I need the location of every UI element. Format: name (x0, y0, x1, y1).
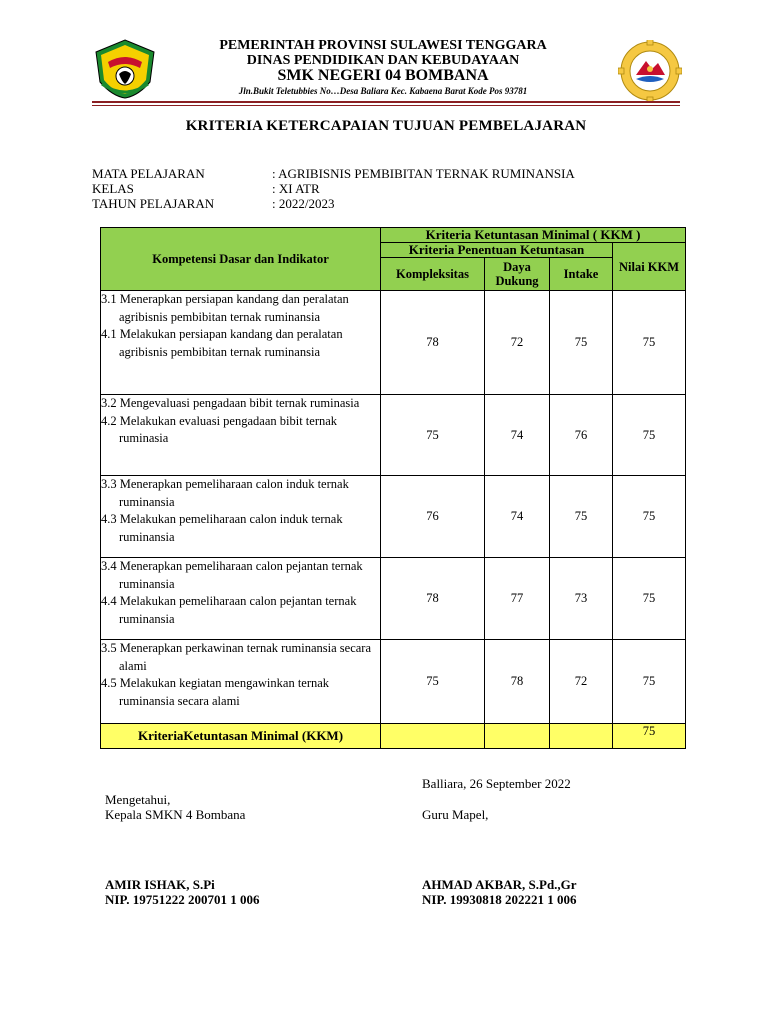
kompleksitas-value: 78 (381, 291, 485, 395)
header-department: DINAS PENDIDIKAN DAN KEBUDAYAAN (246, 53, 520, 68)
header-government: PEMERINTAH PROVINSI SULAWESI TENGGARA (219, 38, 547, 53)
daya-dukung-value: 72 (485, 291, 550, 395)
document-title: KRITERIA KETERCAPAIAN TUJUAN PEMBELAJARAN (185, 118, 587, 134)
col-header-kpk-group: Kriteria Penentuan Ketuntasan (381, 243, 613, 258)
kd-text: 3.5 Menerapkan perkawinan ternak ruminansia secara alami (101, 641, 372, 673)
teacher-nip: NIP. 19930818 202221 1 006 (422, 892, 577, 907)
kd-cell (101, 558, 381, 640)
kompleksitas-value: 75 (381, 640, 485, 724)
footer-kkm-value: 75 (613, 724, 686, 749)
nilai-kkm-value: 75 (613, 395, 686, 476)
intake-value: 72 (550, 640, 613, 724)
indicator-text: 4.1 Melakukan persiapan kandang dan peralatan agribisnis pembibitan ternak ruminansia (101, 327, 343, 359)
principal-role: Kepala SMKN 4 Bombana (105, 807, 246, 822)
info-value: : 2022/2023 (272, 196, 335, 211)
table-row (101, 291, 686, 395)
kkm-table (100, 227, 686, 749)
kompleksitas-value: 76 (381, 476, 485, 558)
daya-dukung-value: 78 (485, 640, 550, 724)
info-label: TAHUN PELAJARAN (92, 196, 215, 211)
daya-dukung-value: 74 (485, 476, 550, 558)
footer-empty-cell (550, 724, 613, 749)
header-rule-thin (92, 105, 680, 106)
nilai-kkm-value: 75 (613, 558, 686, 640)
col-header-daya-dukung: Daya Dukung (485, 258, 550, 291)
nilai-kkm-value: 75 (613, 640, 686, 724)
kd-text: 3.2 Mengevaluasi pengadaan bibit ternak ruminasia (101, 396, 360, 410)
footer-label: KriteriaKetuntasan Minimal (KKM) (101, 724, 381, 749)
footer-empty-cell (485, 724, 550, 749)
header-address: Jln.Bukit Teletubbies No…Desa Baliara Kec. Kabaena Barat Kode Pos 93781 (238, 86, 528, 96)
kd-cell (101, 395, 381, 476)
kompleksitas-value: 75 (381, 395, 485, 476)
province-emblem-logo (92, 38, 158, 100)
indicator-text: 4.3 Melakukan pemeliharaan calon induk ternak ruminansia (101, 512, 343, 544)
intake-value: 73 (550, 558, 613, 640)
table-row (101, 640, 686, 724)
nilai-kkm-value: 75 (613, 476, 686, 558)
header-school-name: SMK NEGERI 04 BOMBANA (277, 67, 489, 84)
acknowledged-label: Mengetahui, (105, 792, 171, 807)
teacher-name: AHMAD AKBAR, S.Pd.,Gr (422, 877, 577, 892)
daya-dukung-value: 74 (485, 395, 550, 476)
col-header-nilai: Nilai KKM (613, 243, 686, 291)
kd-text: 3.1 Menerapkan persiapan kandang dan peralatan agribisnis pembibitan ternak ruminansia (101, 292, 349, 324)
info-label: KELAS (92, 181, 134, 196)
info-value: : XI ATR (272, 181, 320, 196)
indicator-text: 4.4 Melakukan pemeliharaan calon pejantan ternak ruminansia (101, 594, 357, 626)
place-date: Balliara, 26 September 2022 (422, 776, 571, 791)
kd-text: 3.3 Menerapkan pemeliharaan calon induk ternak ruminansia (101, 477, 349, 509)
col-header-intake: Intake (550, 258, 613, 291)
col-header-kompleksitas: Kompleksitas (381, 258, 485, 291)
kompleksitas-value: 78 (381, 558, 485, 640)
info-value: : AGRIBISNIS PEMBIBITAN TERNAK RUMINANSIA (272, 166, 575, 181)
col-header-kkm-group: Kriteria Ketuntasan Minimal ( KKM ) (381, 228, 686, 243)
table-row (101, 476, 686, 558)
table-footer-row (101, 724, 686, 749)
kd-cell (101, 476, 381, 558)
principal-name: AMIR ISHAK, S.Pi (105, 877, 215, 892)
intake-value: 75 (550, 476, 613, 558)
table-row (101, 558, 686, 640)
info-label: MATA PELAJARAN (92, 166, 205, 181)
daya-dukung-value: 77 (485, 558, 550, 640)
kd-cell (101, 291, 381, 395)
header-rule-thick (92, 101, 680, 103)
kd-text: 3.4 Menerapkan pemeliharaan calon pejantan ternak ruminansia (101, 559, 363, 591)
table-row (101, 395, 686, 476)
kd-cell (101, 640, 381, 724)
teacher-role: Guru Mapel, (422, 807, 489, 822)
intake-value: 76 (550, 395, 613, 476)
indicator-text: 4.2 Melakukan evaluasi pengadaan bibit ternak ruminasia (101, 413, 338, 445)
footer-empty-cell (381, 724, 485, 749)
intake-value: 75 (550, 291, 613, 395)
school-gear-logo (618, 40, 682, 102)
indicator-text: 4.5 Melakukan kegiatan mengawinkan ternak ruminansia secara alami (101, 676, 330, 708)
col-header-kd: Kompetensi Dasar dan Indikator (101, 228, 381, 291)
nilai-kkm-value: 75 (613, 291, 686, 395)
principal-nip: NIP. 19751222 200701 1 006 (105, 892, 260, 907)
